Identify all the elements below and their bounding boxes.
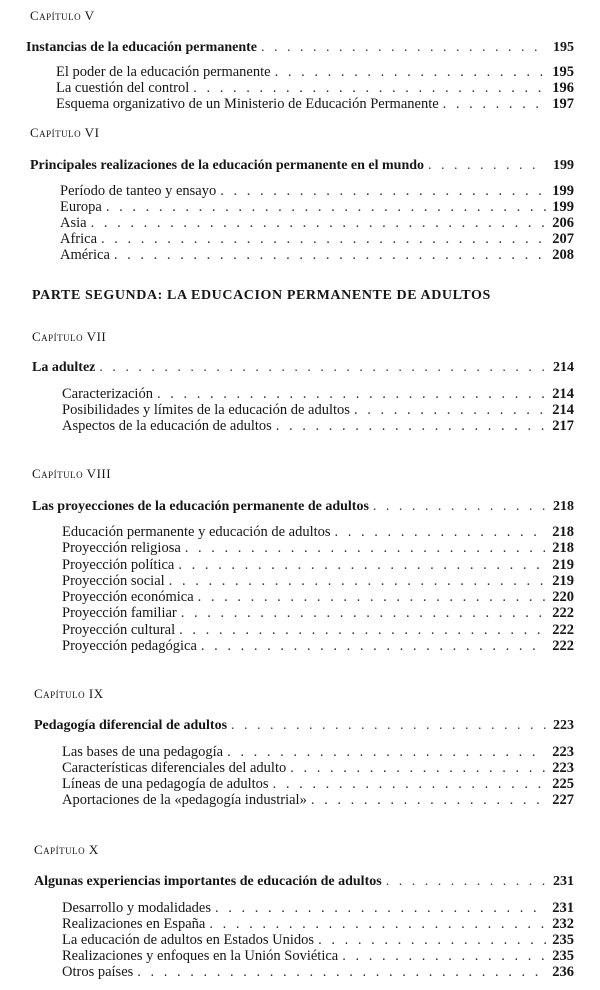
leader-dots (231, 718, 546, 734)
leader-dots (91, 215, 546, 231)
entry-title: Pedagogía diferencial de adultos (34, 718, 228, 733)
entry-title: Aspectos de la educación de adultos (62, 418, 272, 434)
entry-page: 223 (553, 718, 574, 733)
entry-page: 214 (552, 386, 574, 402)
leader-dots (335, 524, 546, 540)
leader-dots (342, 948, 546, 964)
entry-page: 217 (552, 418, 574, 434)
entry-title: Características diferenciales del adulto (62, 760, 287, 776)
entry-title: Instancias de la educación permanente (26, 40, 257, 55)
chapter-heading-entry (34, 874, 574, 890)
toc-entry (62, 573, 574, 589)
leader-dots (227, 744, 546, 760)
entry-title: Las proyecciones de la educación permanente de adultos (32, 499, 369, 514)
entry-title: Otros países (62, 964, 134, 980)
leader-dots (178, 557, 546, 573)
entry-title: Proyección cultural (62, 622, 176, 638)
toc-entry (56, 96, 574, 112)
leader-dots (101, 231, 546, 247)
entry-title: Caracterización (62, 386, 153, 402)
entry-title: Proyección pedagógica (62, 638, 197, 654)
entry-page: 195 (553, 40, 574, 55)
entry-page: 197 (552, 96, 574, 112)
entry-page: 232 (552, 916, 574, 932)
leader-dots (275, 64, 546, 80)
entry-page: 227 (552, 792, 574, 808)
leader-dots (99, 360, 546, 376)
toc-entry (62, 744, 574, 760)
entry-page: 206 (552, 215, 574, 231)
entry-title: Educación permanente y educación de adultos (62, 524, 331, 540)
entry-title: El poder de la educación permanente (56, 64, 271, 80)
entry-title: Aportaciones de la «pedagogía industrial» (62, 792, 307, 808)
entry-page: 222 (552, 638, 574, 654)
entry-title: Líneas de una pedagogía de adultos (62, 776, 269, 792)
chapter-heading-entry (32, 360, 574, 376)
entry-page: 218 (552, 540, 574, 556)
chapter-heading-entry (30, 158, 574, 174)
entry-title: Asia (60, 215, 87, 231)
entry-page: 225 (552, 776, 574, 792)
chapter-heading-entry (26, 40, 574, 56)
leader-dots (198, 589, 546, 605)
toc-entry (62, 760, 574, 776)
chapter-label: Capítulo VII (32, 329, 107, 344)
entry-page: 220 (552, 589, 574, 605)
leader-dots (443, 96, 546, 112)
leader-dots (290, 760, 546, 776)
entry-page: 214 (553, 360, 574, 375)
entry-page: 196 (552, 80, 574, 96)
leader-dots (428, 158, 546, 174)
toc-entry (62, 900, 574, 916)
entry-title: Esquema organizativo de un Ministerio de Educación Permanente (56, 96, 439, 112)
leader-dots (273, 776, 546, 792)
entry-title: Proyección económica (62, 589, 194, 605)
leader-dots (157, 386, 546, 402)
toc-entry (56, 64, 574, 80)
entry-title: Algunas experiencias importantes de educación de adultos (34, 874, 382, 889)
entry-page: 207 (552, 231, 574, 247)
leader-dots (137, 964, 546, 980)
toc-entry (60, 215, 574, 231)
chapter-label: Capítulo IX (34, 686, 104, 701)
entry-title: La educación de adultos en Estados Unidos (62, 932, 315, 948)
leader-dots (106, 199, 546, 215)
toc-entry (62, 524, 574, 540)
chapter-label: Capítulo VIII (32, 466, 112, 481)
entry-title: Principales realizaciones de la educación permanente en el mundo (30, 158, 425, 173)
leader-dots (386, 874, 546, 890)
entry-page: 231 (553, 874, 574, 889)
toc-entry (56, 80, 574, 96)
leader-dots (276, 418, 546, 434)
entry-title: Posibilidades y límites de la educación de adultos (62, 402, 350, 418)
entry-title: Realizaciones en España (62, 916, 206, 932)
entry-page: 199 (552, 183, 574, 199)
entry-title: Proyección política (62, 557, 175, 573)
entry-page: 208 (552, 247, 574, 263)
entry-page: 219 (552, 557, 574, 573)
entry-title: La cuestión del control (56, 80, 190, 96)
entry-page: 235 (552, 932, 574, 948)
entry-title: Desarrollo y modalidades (62, 900, 211, 916)
leader-dots (179, 622, 546, 638)
toc-entry (60, 247, 574, 263)
entry-page: 222 (552, 605, 574, 621)
entry-title: Proyección social (62, 573, 165, 589)
toc-entry (62, 589, 574, 605)
chapter-label: Capítulo V (30, 8, 95, 23)
leader-dots (215, 900, 546, 916)
entry-page: 199 (553, 158, 574, 173)
leader-dots (181, 605, 546, 621)
toc-entry (62, 402, 574, 418)
leader-dots (354, 402, 546, 418)
leader-dots (185, 540, 546, 556)
entry-title: Europa (60, 199, 102, 215)
entry-title: América (60, 247, 110, 263)
toc-entry (62, 386, 574, 402)
entry-page: 218 (552, 524, 574, 540)
leader-dots (193, 80, 546, 96)
toc-entry (62, 557, 574, 573)
toc-entry (62, 622, 574, 638)
toc-entry (62, 916, 574, 932)
entry-title: La adultez (32, 360, 96, 375)
entry-title: Período de tanteo y ensayo (60, 183, 217, 199)
toc-entry (62, 776, 574, 792)
entry-page: 214 (552, 402, 574, 418)
chapter-label: Capítulo VI (30, 125, 100, 140)
entry-page: 218 (553, 499, 574, 514)
entry-page: 222 (552, 622, 574, 638)
toc-entry (60, 231, 574, 247)
entry-title: Africa (60, 231, 98, 247)
toc-entry (62, 540, 574, 556)
toc-entry (62, 605, 574, 621)
entry-page: 223 (552, 744, 574, 760)
part-heading: PARTE SEGUNDA: LA EDUCACION PERMANENTE DE ADULTOS (32, 288, 491, 303)
chapter-label: Capítulo X (34, 842, 99, 857)
entry-page: 236 (552, 964, 574, 980)
entry-title: Proyección familiar (62, 605, 177, 621)
leader-dots (311, 792, 546, 808)
entry-title: Realizaciones y enfoques en la Unión Soviética (62, 948, 339, 964)
toc-entry (60, 199, 574, 215)
leader-dots (169, 573, 546, 589)
leader-dots (220, 183, 546, 199)
entry-page: 235 (552, 948, 574, 964)
leader-dots (318, 932, 546, 948)
entry-page: 199 (552, 199, 574, 215)
leader-dots (114, 247, 546, 263)
toc-entry (62, 964, 574, 980)
entry-page: 195 (552, 64, 574, 80)
entry-title: Las bases de una pedagogía (62, 744, 224, 760)
toc-entry (60, 183, 574, 199)
leader-dots (261, 40, 546, 56)
entry-title: Proyección religiosa (62, 540, 181, 556)
toc-entry (62, 792, 574, 808)
entry-page: 223 (552, 760, 574, 776)
leader-dots (201, 638, 546, 654)
leader-dots (209, 916, 546, 932)
toc-entry (62, 418, 574, 434)
leader-dots (373, 499, 546, 515)
entry-page: 219 (552, 573, 574, 589)
toc-entry (62, 638, 574, 654)
chapter-heading-entry (34, 718, 574, 734)
toc-entry (62, 948, 574, 964)
chapter-heading-entry (32, 499, 574, 515)
entry-page: 231 (552, 900, 574, 916)
toc-entry (62, 932, 574, 948)
